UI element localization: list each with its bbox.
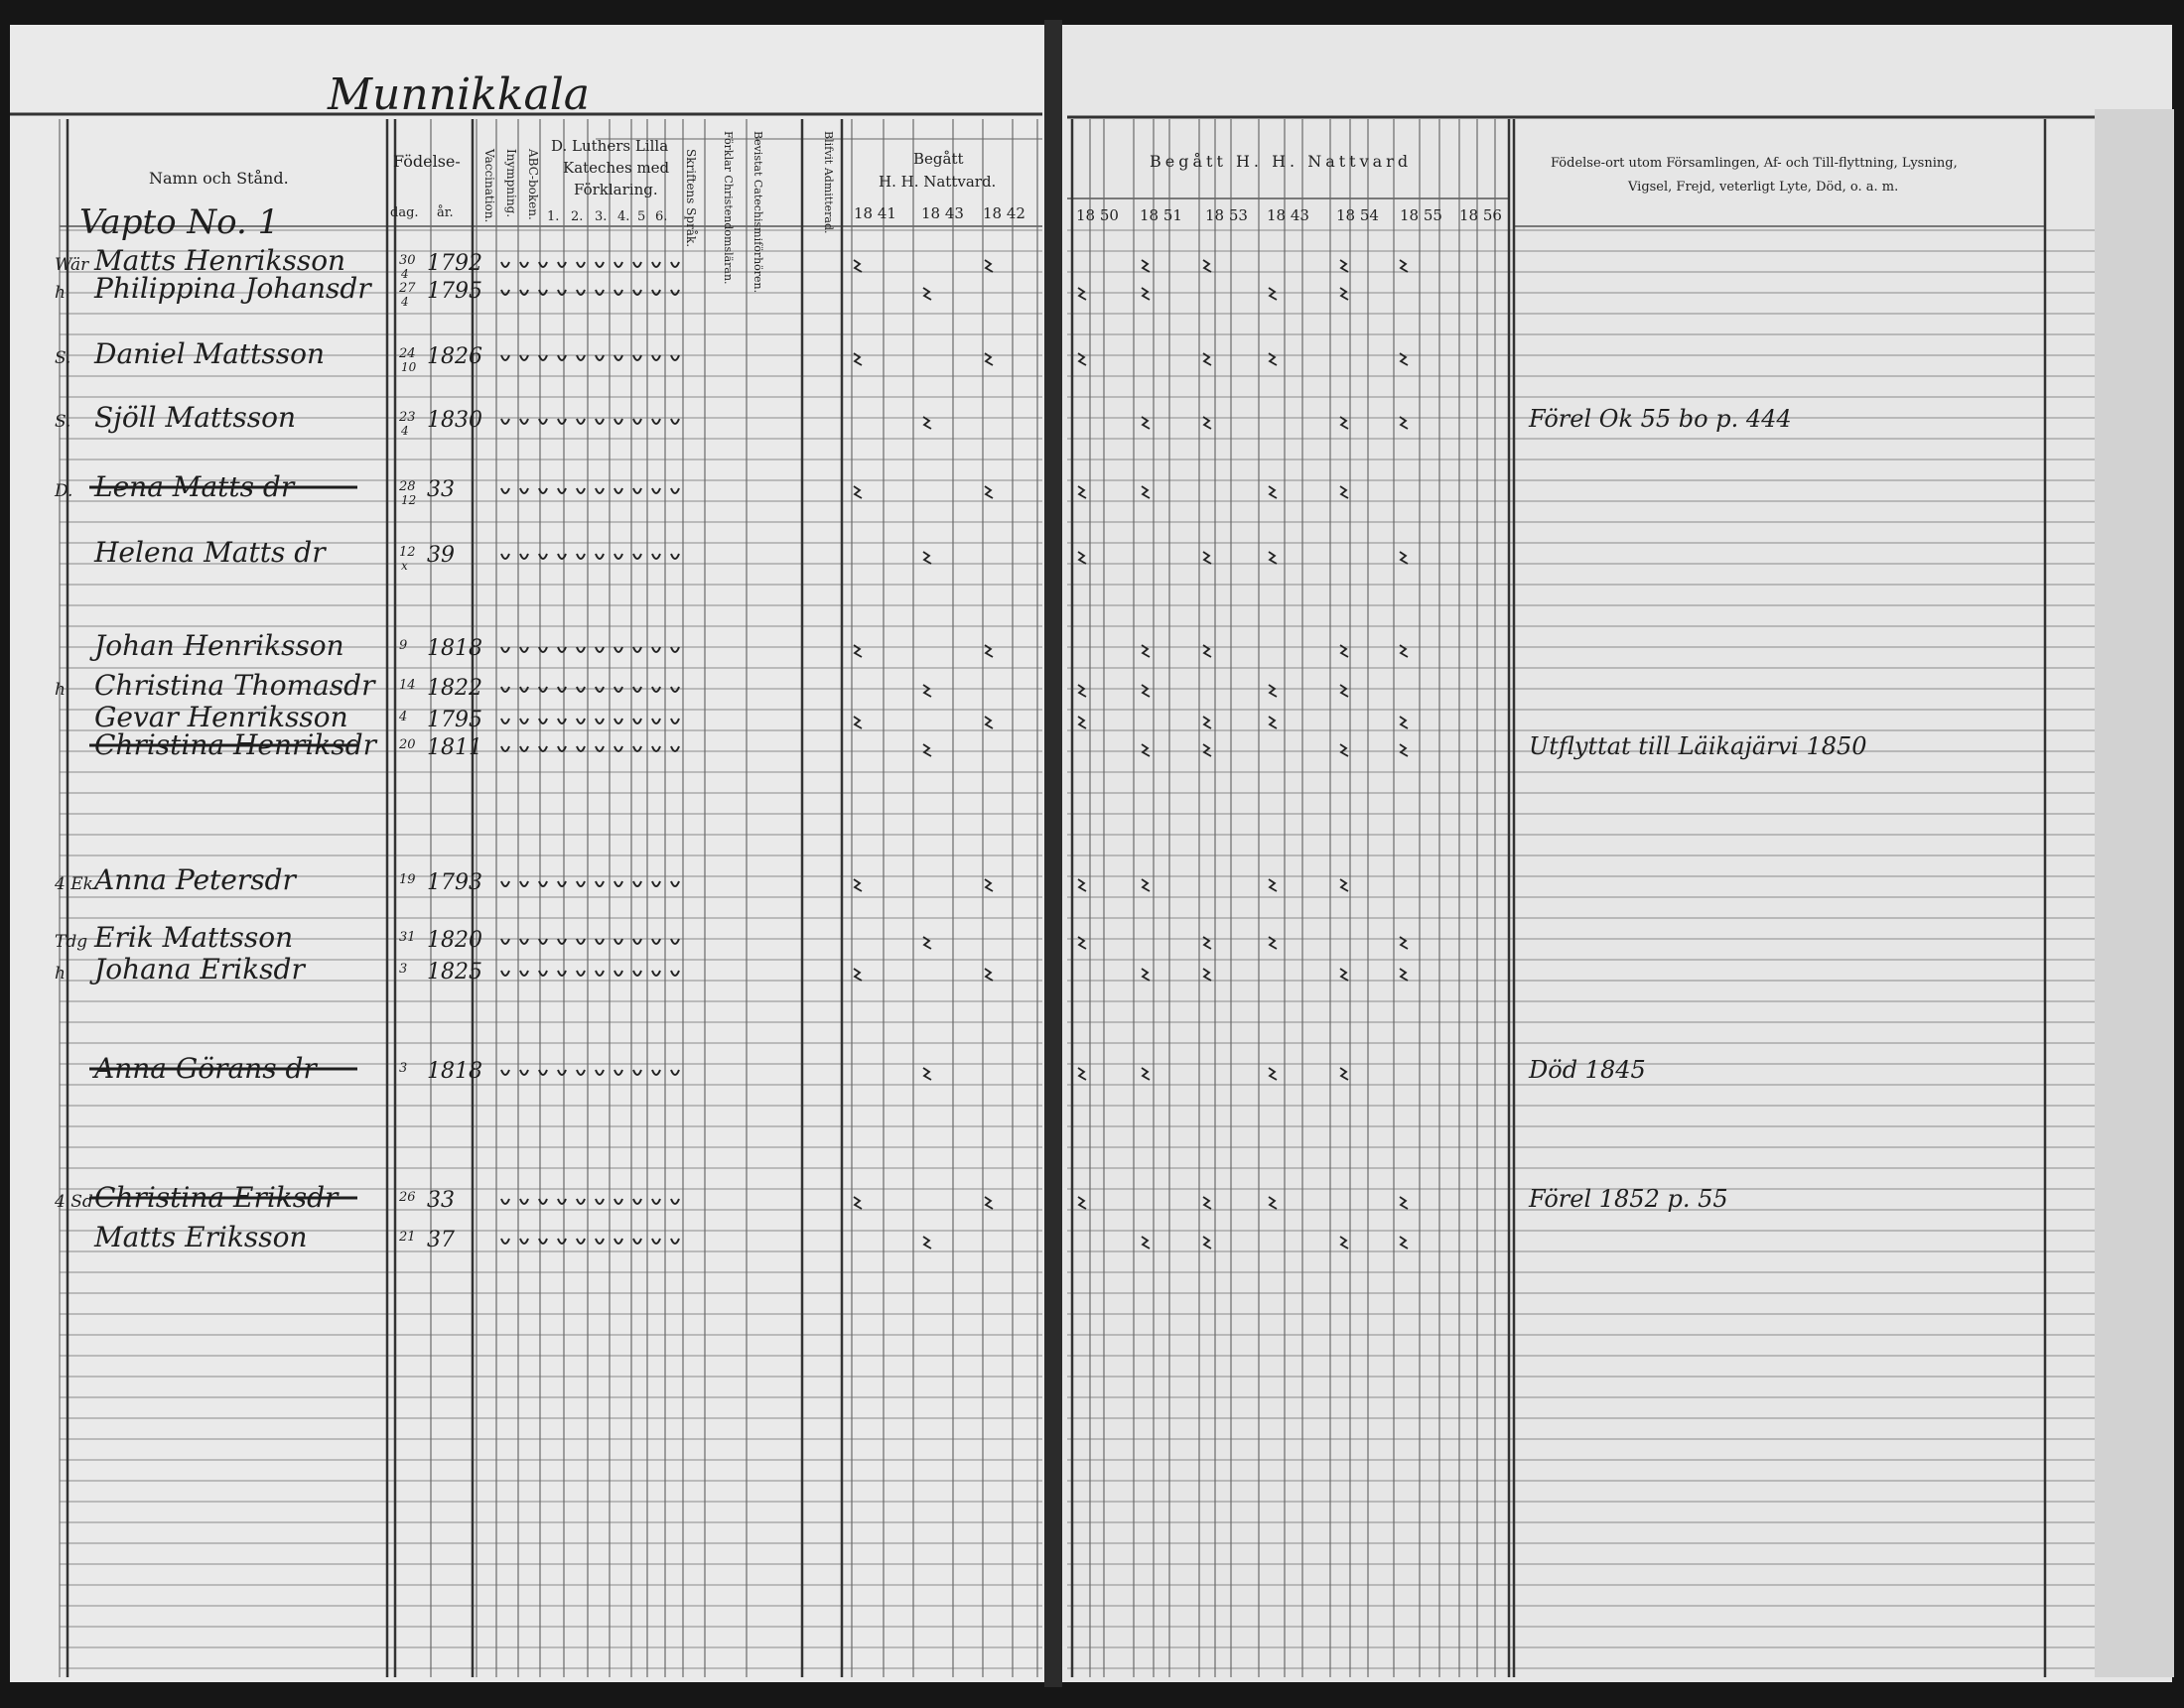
communion-year-right: 18 56	[1459, 206, 1502, 224]
header-luther-1: D. Luthers Lilla	[551, 137, 669, 155]
header-communion-years-right	[1076, 206, 1502, 224]
birth-year: 1795	[427, 708, 482, 732]
entry-prefix: h	[55, 964, 66, 984]
entry-prefix: D.	[55, 481, 73, 501]
header-abc: ABC-boken.	[526, 149, 540, 220]
entry-name: Christina Eriksdr	[94, 1181, 339, 1214]
birth-month: x	[401, 559, 408, 573]
header-remarks-2: Vigsel, Frejd, veterligt Lyte, Död, o. a. m.	[1628, 180, 1899, 195]
communion-year-right: 18 54	[1336, 206, 1379, 224]
birth-year: 1811	[427, 735, 482, 760]
entry-name: Gevar Henriksson	[94, 701, 348, 733]
birth-day: 20	[399, 737, 416, 752]
birth-day: 28	[399, 479, 416, 494]
book-spine	[1044, 20, 1062, 1687]
header-name-col: Namn och Stånd.	[149, 169, 289, 188]
communion-year-right: 18 43	[1267, 206, 1309, 224]
entry-prefix: Wär	[55, 255, 89, 275]
header-remarks-1: Födelse-ort utom Församlingen, Af- och Till-flyttning, Lysning,	[1551, 156, 1958, 171]
luther-part-number: 1.	[547, 209, 560, 224]
birth-day: 27	[399, 281, 416, 296]
birth-year: 1792	[427, 251, 482, 276]
luther-part-number: 5	[637, 209, 646, 224]
remark-entry: Utflyttat till Läikajärvi 1850	[1529, 732, 1867, 760]
birth-day: 31	[399, 930, 416, 945]
entry-prefix: S.	[55, 412, 71, 432]
header-communion-years-left	[854, 204, 1025, 222]
communion-year-right: 18 51	[1140, 206, 1182, 224]
entry-name: Helena Matts dr	[94, 536, 326, 569]
birth-month: 10	[401, 360, 417, 374]
header-communion-right: Begått H. H. Nattvard	[1150, 152, 1413, 171]
luther-part-number: 6.	[655, 209, 668, 224]
header-catechism-attended: Bevistat Catechismiförhören.	[751, 131, 764, 294]
entry-name: Philippina Johansdr	[94, 272, 371, 305]
luther-part-number: 4.	[617, 209, 630, 224]
entry-name: Anna Görans dr	[94, 1052, 317, 1085]
communion-year-left: 18 43	[921, 204, 964, 222]
entry-name: Matts Henriksson	[94, 244, 346, 277]
communion-year-right: 18 53	[1205, 206, 1248, 224]
birth-day: 26	[399, 1190, 416, 1205]
birth-day: 12	[399, 545, 416, 560]
entry-name: Erik Mattsson	[94, 921, 294, 954]
entry-prefix: h	[55, 283, 66, 303]
entry-name: Johan Henriksson	[94, 629, 344, 662]
birth-year: 39	[427, 543, 455, 568]
header-luther-2: Kateches med	[563, 159, 670, 177]
birth-day: 19	[399, 872, 416, 887]
next-page-edge	[2095, 109, 2174, 1677]
header-birth-day: dag.	[390, 205, 419, 220]
header-catechism-explain: Förklar Christendomsläran.	[722, 131, 735, 285]
entry-name: Matts Eriksson	[94, 1221, 308, 1253]
header-birth: Födelse-	[393, 152, 461, 171]
birth-month: 4	[401, 267, 409, 281]
communion-year-left: 18 42	[983, 204, 1025, 222]
birth-day: 3	[399, 962, 408, 977]
birth-year: 1822	[427, 676, 482, 701]
header-birth-year: år.	[437, 205, 454, 220]
birth-year: 33	[427, 1188, 455, 1213]
header-communion-left-2: H. H. Nattvard.	[879, 173, 997, 191]
entry-name: Johana Eriksdr	[94, 953, 305, 985]
entry-prefix: 4 Sd	[55, 1192, 93, 1212]
remark-entry: Förel Ok 55 bo p. 444	[1529, 405, 1792, 433]
birth-month: 12	[401, 493, 417, 507]
header-inoculation: Inympning.	[504, 149, 518, 218]
entry-prefix: S.	[55, 348, 71, 368]
luther-part-number: 2.	[571, 209, 584, 224]
birth-day: 30	[399, 253, 416, 268]
birth-year: 1830	[427, 408, 482, 433]
communion-year-left: 18 41	[854, 204, 896, 222]
right-page	[1060, 25, 2172, 1682]
communion-year-right: 18 50	[1076, 206, 1119, 224]
birth-year: 1818	[427, 1059, 482, 1084]
header-luther-3: Förklaring.	[574, 181, 658, 198]
remark-entry: Död 1845	[1529, 1056, 1646, 1084]
birth-day: 24	[399, 346, 416, 361]
birth-day: 4	[399, 710, 408, 724]
entry-name: Christina Thomasdr	[94, 669, 375, 702]
header-admitted: Blifvit Admitterad.	[822, 131, 835, 234]
birth-day: 14	[399, 678, 416, 693]
entry-name: Sjöll Mattsson	[94, 401, 297, 434]
header-communion-left-1: Begått	[913, 150, 964, 168]
remark-entry: Förel 1852 p. 55	[1529, 1185, 1728, 1213]
birth-day: 9	[399, 638, 408, 653]
birth-year: 37	[427, 1228, 455, 1252]
birth-month: 4	[401, 424, 409, 438]
entry-prefix: h	[55, 680, 66, 700]
birth-day: 21	[399, 1230, 416, 1245]
entry-name: Christina Henriksdr	[94, 728, 377, 761]
birth-year: 1793	[427, 870, 482, 895]
birth-year: 1820	[427, 928, 482, 953]
birth-day: 23	[399, 410, 416, 425]
birth-year: 1818	[427, 636, 482, 661]
household-title: Vapto No. 1	[79, 202, 280, 242]
birth-year: 33	[427, 477, 455, 502]
birth-day: 3	[399, 1061, 408, 1076]
birth-year: 1795	[427, 279, 482, 304]
header-vaccination: Vaccination.	[482, 149, 496, 223]
birth-year: 1826	[427, 344, 482, 369]
birth-month: 4	[401, 295, 409, 309]
page-title-handwritten: Munnikkala	[328, 69, 590, 120]
luther-part-number: 3.	[595, 209, 608, 224]
header-scripture: Skriftens Språk.	[684, 149, 698, 248]
entry-name: Anna Petersdr	[94, 863, 296, 896]
entry-prefix: 4 Ek	[55, 874, 93, 894]
entry-name: Daniel Mattsson	[94, 337, 326, 370]
birth-year: 1825	[427, 960, 482, 985]
entry-name: Lena Matts dr	[94, 470, 295, 503]
entry-prefix: Tdg	[55, 932, 88, 952]
communion-year-right: 18 55	[1400, 206, 1442, 224]
